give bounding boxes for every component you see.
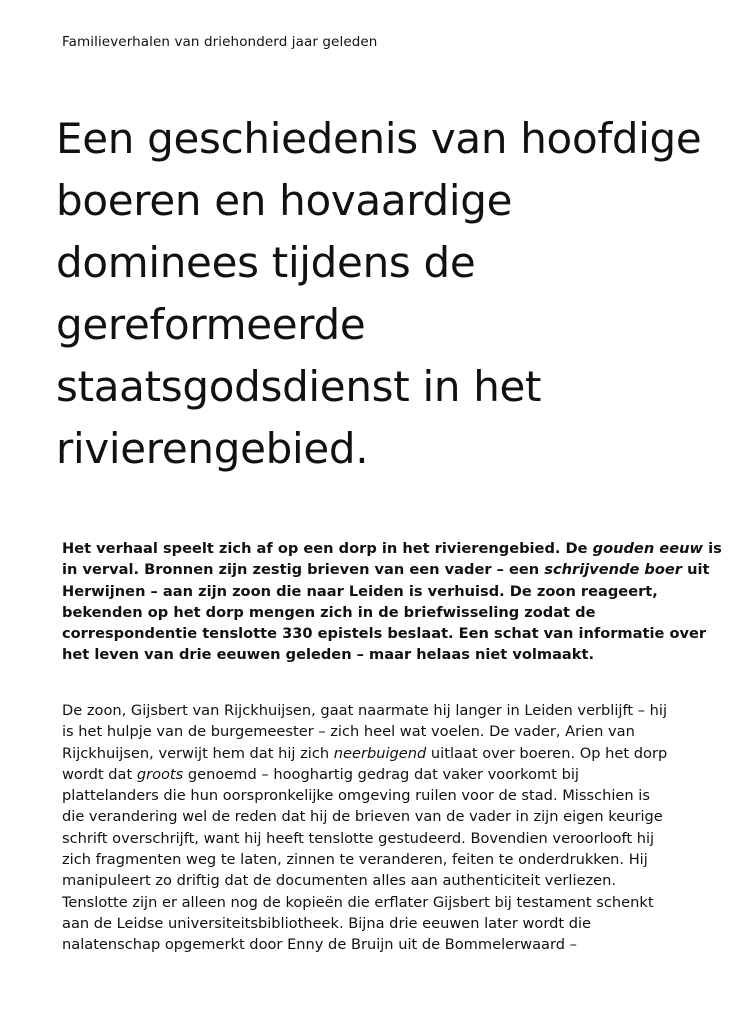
body-line: plattelanders die hun oorspronkelijke omgeving ruilen voor de stad. Misschien is: [62, 787, 650, 805]
title-line: Een geschiedenis van hoofdige: [56, 114, 702, 163]
title-line: staatsgodsdienst in het: [56, 362, 542, 411]
lead-paragraph: [62, 538, 722, 666]
body-text: uitlaat over boeren. Op het dorp: [426, 744, 668, 762]
lead-line: [62, 559, 710, 580]
body-line: Tenslotte zijn er alleen nog de kopieën die erflater Gijsbert bij testament schenkt: [62, 893, 654, 911]
lead-line: [62, 538, 722, 559]
body-text: genoemd – hooghartig gedrag dat vaker voorkomt bij: [183, 765, 579, 783]
body-text: Rijckhuijsen, verwijt hem dat hij zich: [62, 744, 334, 762]
body-line: De zoon, Gijsbert van Rijckhuijsen, gaat naarmate hij langer in Leiden verblijft – hij: [62, 702, 668, 719]
body-paragraph: [62, 700, 702, 956]
body-line: nalatenschap opgemerkt door Enny de Bruijn uit de Bommelerwaard –: [62, 936, 577, 954]
lead-text: uit: [682, 561, 710, 579]
lead-line: het leven van drie eeuwen geleden – maar helaas niet volmaakt.: [62, 646, 595, 664]
body-line: is het hulpje van de burgemeester – zich heel wat voelen. De vader, Arien van: [62, 723, 635, 741]
body-text: wordt dat: [62, 765, 137, 783]
body-line: zich fragmenten weg te laten, zinnen te veranderen, feiten te onderdrukken. Hij: [62, 851, 648, 869]
body-line: manipuleert zo driftig dat de documenten alles aan authenticiteit verliezen.: [62, 872, 617, 890]
body-emphasis: groots: [136, 765, 184, 783]
title-line: dominees tijdens de: [56, 238, 476, 287]
title-line: gereformeerde: [56, 300, 366, 349]
title-line: boeren en hovaardige: [56, 176, 513, 225]
body-line: [62, 764, 702, 785]
lead-text: is: [702, 540, 722, 557]
lead-line: bekenden op het dorp mengen zich in de briefwisseling zodat de: [62, 603, 596, 621]
body-emphasis: neerbuigend: [333, 744, 427, 762]
lead-emphasis: gouden eeuw: [592, 540, 703, 557]
lead-emphasis: schrijvende boer: [544, 561, 682, 579]
body-line: [62, 743, 702, 764]
running-head: Familieverhalen van driehonderd jaar geleden: [62, 34, 378, 50]
lead-text: in verval. Bronnen zijn zestig brieven van een vader – een: [62, 561, 545, 579]
lead-line: Herwijnen – aan zijn zoon die naar Leiden is verhuisd. De zoon reageert,: [62, 582, 658, 600]
lead-text: Het verhaal speelt zich af op een dorp in het rivierengebied. De: [62, 540, 593, 557]
title-line: rivierengebied.: [56, 424, 369, 473]
body-line: schrift overschrijft, want hij heeft tenslotte gestudeerd. Bovendien veroorlooft hij: [62, 829, 655, 847]
body-line: aan de Leidse universiteitsbibliotheek. Bijna drie eeuwen later wordt die: [62, 914, 591, 932]
body-line: die verandering wel de reden dat hij de brieven van de vader in zijn eigen keurige: [62, 808, 663, 826]
lead-line: correspondentie tenslotte 330 epistels beslaat. Een schat van informatie over: [62, 625, 707, 643]
article-title: [56, 108, 716, 480]
